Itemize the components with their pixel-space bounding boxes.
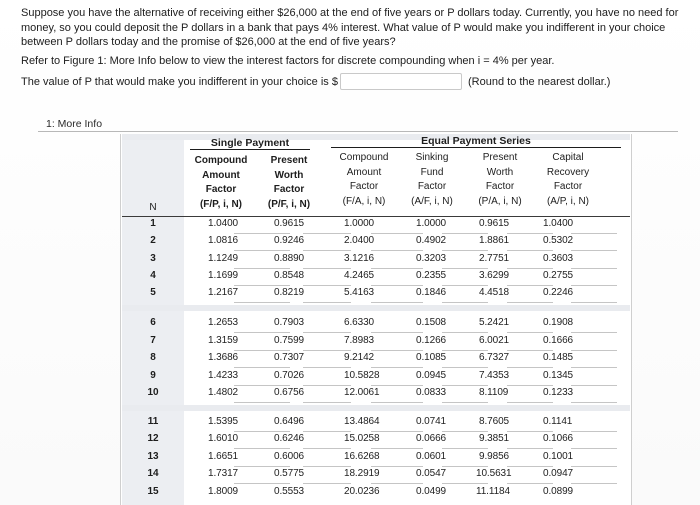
question-line: Suppose you have the alternative of receiving either $26,000 at the end of five years or P dollars today. Currently, you have no need for [21, 7, 679, 19]
row-divider [442, 350, 488, 351]
cell-fa: 12.0061 [344, 387, 380, 398]
cell-fa: 16.6268 [344, 451, 380, 462]
row-divider [507, 302, 553, 303]
row-divider [507, 268, 553, 269]
cell-ap: 0.1908 [543, 317, 573, 328]
row-n: 12 [147, 433, 159, 444]
column-header-ap [535, 151, 601, 209]
cell-af: 0.4902 [416, 235, 446, 246]
column-header-line: (P/F, i, N) [267, 198, 311, 210]
row-divider [371, 483, 423, 484]
row-n: 15 [147, 486, 159, 497]
row-divider [303, 448, 351, 449]
column-header-pf [257, 154, 321, 212]
cell-af: 1.0000 [416, 218, 446, 229]
question-line: between P dollars today and the promise of $26,000 at the end of five years? [21, 36, 396, 48]
cell-fp: 1.3686 [208, 352, 238, 363]
row-divider [507, 385, 553, 386]
row-divider [234, 250, 290, 251]
row-divider [303, 431, 351, 432]
cell-pa: 7.4353 [479, 370, 509, 381]
cell-af: 0.0741 [416, 416, 446, 427]
column-header-line: (P/A, i, N) [478, 195, 522, 207]
cell-pf: 0.8890 [274, 253, 304, 264]
row-n: 14 [147, 468, 159, 479]
cell-ap: 0.1666 [543, 335, 573, 346]
column-header-line: Fund [420, 166, 444, 178]
column-header-fa [328, 151, 400, 209]
answer-prompt: The value of P that would make you indifferent in your choice is $ [21, 76, 338, 88]
row-n: 1 [150, 218, 156, 229]
row-divider [571, 350, 617, 351]
cell-pa: 0.9615 [479, 218, 509, 229]
cell-pa: 5.2421 [479, 317, 509, 328]
cell-pf: 0.6496 [274, 416, 304, 427]
row-divider [303, 285, 351, 286]
cell-ap: 1.0400 [543, 218, 573, 229]
row-divider [303, 350, 351, 351]
cell-ap: 0.1141 [543, 416, 573, 427]
cell-af: 0.0547 [416, 468, 446, 479]
cell-pf: 0.5775 [274, 468, 304, 479]
cell-pf: 0.6006 [274, 451, 304, 462]
row-divider [303, 402, 351, 403]
row-divider [571, 466, 617, 467]
row-divider [371, 250, 423, 251]
cell-fp: 1.5395 [208, 416, 238, 427]
cell-ap: 0.0947 [543, 468, 573, 479]
cell-pf: 0.6756 [274, 387, 304, 398]
more-info-title: 1: More Info [46, 118, 103, 130]
row-divider [442, 402, 488, 403]
row-divider [507, 367, 553, 368]
cell-fp: 1.2653 [208, 317, 238, 328]
cell-fp: 1.0816 [208, 235, 238, 246]
row-divider [507, 285, 553, 286]
row-divider [571, 448, 617, 449]
cell-fa: 18.2919 [344, 468, 380, 479]
row-divider [571, 302, 617, 303]
row-divider [371, 302, 423, 303]
row-divider [371, 367, 423, 368]
row-divider [442, 302, 488, 303]
answer-row [21, 73, 681, 93]
cell-pa: 2.7751 [479, 253, 509, 264]
row-divider [442, 332, 488, 333]
cell-pf: 0.7903 [274, 317, 304, 328]
cell-pa: 1.8861 [479, 235, 509, 246]
row-divider [234, 402, 290, 403]
row-divider [234, 233, 290, 234]
column-header-line: Present [270, 155, 308, 166]
cell-pf: 0.9615 [274, 218, 304, 229]
row-divider [571, 268, 617, 269]
divider [38, 131, 678, 132]
cell-af: 0.0945 [416, 370, 446, 381]
group-separator [122, 405, 630, 411]
row-divider [571, 402, 617, 403]
column-header-line: Factor [273, 184, 305, 195]
cell-af: 0.1846 [416, 287, 446, 298]
row-divider [234, 285, 290, 286]
row-divider [571, 233, 617, 234]
group-single-payment: Single Payment [190, 137, 310, 150]
row-divider [442, 268, 488, 269]
cell-ap: 0.5302 [543, 235, 573, 246]
row-divider [507, 250, 553, 251]
column-header-line: Recovery [546, 166, 590, 178]
row-divider [371, 350, 423, 351]
row-divider [371, 448, 423, 449]
more-info-panel [38, 117, 678, 505]
column-header-line: Worth [486, 166, 514, 178]
cell-ap: 0.1345 [543, 370, 573, 381]
row-divider [371, 385, 423, 386]
row-divider [371, 332, 423, 333]
cell-ap: 0.1485 [543, 352, 573, 363]
cell-fa: 1.0000 [344, 218, 374, 229]
row-divider [303, 367, 351, 368]
row-divider [442, 385, 488, 386]
row-divider [442, 250, 488, 251]
cell-ap: 0.1001 [543, 451, 573, 462]
row-divider [507, 350, 553, 351]
column-header-line: Factor [485, 181, 515, 192]
cell-af: 0.0499 [416, 486, 446, 497]
row-divider [303, 385, 351, 386]
cell-ap: 0.2755 [543, 270, 573, 281]
column-header-line: Amount [202, 169, 240, 181]
row-divider [234, 367, 290, 368]
cell-af: 0.1085 [416, 352, 446, 363]
column-header-line: Present [482, 152, 518, 163]
row-divider [303, 233, 351, 234]
cell-fp: 1.2167 [208, 287, 238, 298]
row-divider [507, 233, 553, 234]
cell-fa: 3.1216 [344, 253, 374, 264]
answer-hint: (Round to the nearest dollar.) [468, 76, 611, 88]
cell-af: 0.0666 [416, 433, 446, 444]
row-divider [442, 466, 488, 467]
cell-af: 0.2355 [416, 270, 446, 281]
row-divider [303, 250, 351, 251]
cell-fa: 6.6330 [344, 317, 374, 328]
row-divider [371, 285, 423, 286]
row-divider [303, 332, 351, 333]
column-header-line: Factor [205, 184, 237, 195]
cell-af: 0.1508 [416, 317, 446, 328]
row-n: 4 [150, 270, 156, 281]
cell-fp: 1.1699 [208, 270, 238, 281]
cell-af: 0.1266 [416, 335, 446, 346]
row-divider [303, 466, 351, 467]
row-n: 8 [150, 352, 156, 363]
cell-pa: 6.0021 [479, 335, 509, 346]
row-divider [234, 385, 290, 386]
cell-ap: 0.3603 [543, 253, 573, 264]
group-equal-payment-series: Equal Payment Series [331, 135, 621, 148]
cell-pa: 4.4518 [479, 287, 509, 298]
row-divider [571, 431, 617, 432]
cell-fp: 1.0400 [208, 218, 238, 229]
column-header-line: Factor [349, 181, 379, 192]
row-divider [442, 448, 488, 449]
row-divider [234, 448, 290, 449]
question-text [21, 6, 681, 50]
row-divider [442, 233, 488, 234]
row-n: 2 [150, 235, 156, 246]
cell-ap: 0.2246 [543, 287, 573, 298]
answer-input[interactable] [340, 73, 462, 90]
column-header-line: (A/P, i, N) [546, 195, 590, 207]
row-n: 13 [147, 451, 159, 462]
row-divider [442, 367, 488, 368]
cell-fa: 2.0400 [344, 235, 374, 246]
header-rule [122, 216, 630, 217]
cell-pf: 0.7026 [274, 370, 304, 381]
n-header: N [149, 202, 157, 213]
row-divider [571, 385, 617, 386]
cell-fa: 10.5828 [344, 370, 380, 381]
column-header-line: (A/F, i, N) [411, 195, 453, 207]
row-divider [234, 268, 290, 269]
cell-fp: 1.6010 [208, 433, 238, 444]
row-divider [303, 483, 351, 484]
column-header-line: Factor [553, 181, 583, 192]
cell-fa: 15.0258 [344, 433, 380, 444]
cell-pf: 0.7307 [274, 352, 304, 363]
row-divider [371, 431, 423, 432]
cell-af: 0.0833 [416, 387, 446, 398]
row-divider [442, 483, 488, 484]
column-header-line: Factor [417, 181, 447, 192]
column-header-line: (F/A, i, N) [342, 195, 386, 207]
row-n: 11 [147, 416, 159, 427]
cell-pf: 0.6246 [274, 433, 304, 444]
cell-pf: 0.7599 [274, 335, 304, 346]
row-n: 10 [147, 387, 159, 398]
column-header-line: Compound [194, 155, 248, 166]
cell-pa: 11.1184 [476, 486, 510, 497]
row-divider [507, 483, 553, 484]
refer-instruction: Refer to Figure 1: More Info below to view the interest factors for discrete compounding when i = 4% per year. [21, 55, 555, 67]
cell-fp: 1.3159 [208, 335, 238, 346]
row-divider [234, 466, 290, 467]
column-header-line: (F/P, i, N) [199, 198, 243, 210]
row-divider [303, 268, 351, 269]
cell-ap: 0.0899 [543, 486, 573, 497]
row-divider [571, 483, 617, 484]
row-divider [234, 483, 290, 484]
column-header-line: Sinking [415, 152, 449, 163]
cell-fa: 4.2465 [344, 270, 374, 281]
cell-pa: 6.7327 [479, 352, 509, 363]
column-header-line: Worth [274, 169, 304, 181]
cell-pf: 0.5553 [274, 486, 304, 497]
row-divider [234, 431, 290, 432]
row-divider [442, 285, 488, 286]
row-divider [234, 302, 290, 303]
cell-pf: 0.9246 [274, 235, 304, 246]
cell-pf: 0.8219 [274, 287, 304, 298]
cell-fa: 5.4163 [344, 287, 374, 298]
row-divider [371, 466, 423, 467]
cell-af: 0.0601 [416, 451, 446, 462]
cell-fp: 1.4802 [208, 387, 238, 398]
group-separator [122, 305, 630, 311]
cell-fa: 9.2142 [344, 352, 374, 363]
cell-pa: 10.5631 [476, 468, 512, 479]
cell-fp: 1.8009 [208, 486, 238, 497]
row-divider [571, 332, 617, 333]
question-line: money, so you could deposit the P dollars in a bank that pays 4% interest. What value of P would make you indifferent in your choice [21, 21, 666, 34]
cell-af: 0.3203 [416, 253, 446, 264]
column-header-line: Compound [339, 152, 389, 163]
cell-fp: 1.7317 [208, 468, 238, 479]
cell-fa: 7.8983 [344, 335, 374, 346]
row-divider [371, 402, 423, 403]
row-n: 7 [150, 335, 156, 346]
row-n: 9 [150, 370, 156, 381]
row-n: 5 [150, 287, 156, 298]
cell-ap: 0.1066 [543, 433, 573, 444]
cell-pa: 8.1109 [479, 387, 509, 398]
row-divider [371, 233, 423, 234]
row-divider [234, 332, 290, 333]
cell-pa: 3.6299 [479, 270, 509, 281]
column-header-line: Capital [552, 152, 584, 163]
row-divider [234, 350, 290, 351]
cell-pf: 0.8548 [274, 270, 304, 281]
cell-ap: 0.1233 [543, 387, 573, 398]
row-divider [571, 285, 617, 286]
column-header-line: Amount [346, 166, 382, 178]
row-divider [371, 268, 423, 269]
row-divider [507, 466, 553, 467]
row-divider [507, 431, 553, 432]
cell-pa: 9.3851 [479, 433, 509, 444]
cell-fp: 1.6651 [208, 451, 238, 462]
row-n: 3 [150, 253, 156, 264]
row-divider [303, 302, 351, 303]
column-header-fp [188, 154, 254, 212]
row-divider [507, 402, 553, 403]
row-divider [507, 448, 553, 449]
column-header-af [402, 151, 462, 209]
cell-fp: 1.4233 [208, 370, 238, 381]
column-header-pa [470, 151, 530, 209]
row-divider [571, 250, 617, 251]
cell-pa: 9.9856 [479, 451, 509, 462]
cell-pa: 8.7605 [479, 416, 509, 427]
row-divider [442, 431, 488, 432]
row-divider [571, 367, 617, 368]
row-n: 6 [150, 317, 156, 328]
cell-fa: 13.4864 [344, 416, 380, 427]
row-divider [507, 332, 553, 333]
cell-fa: 20.0236 [344, 486, 380, 497]
cell-fp: 1.1249 [208, 253, 238, 264]
